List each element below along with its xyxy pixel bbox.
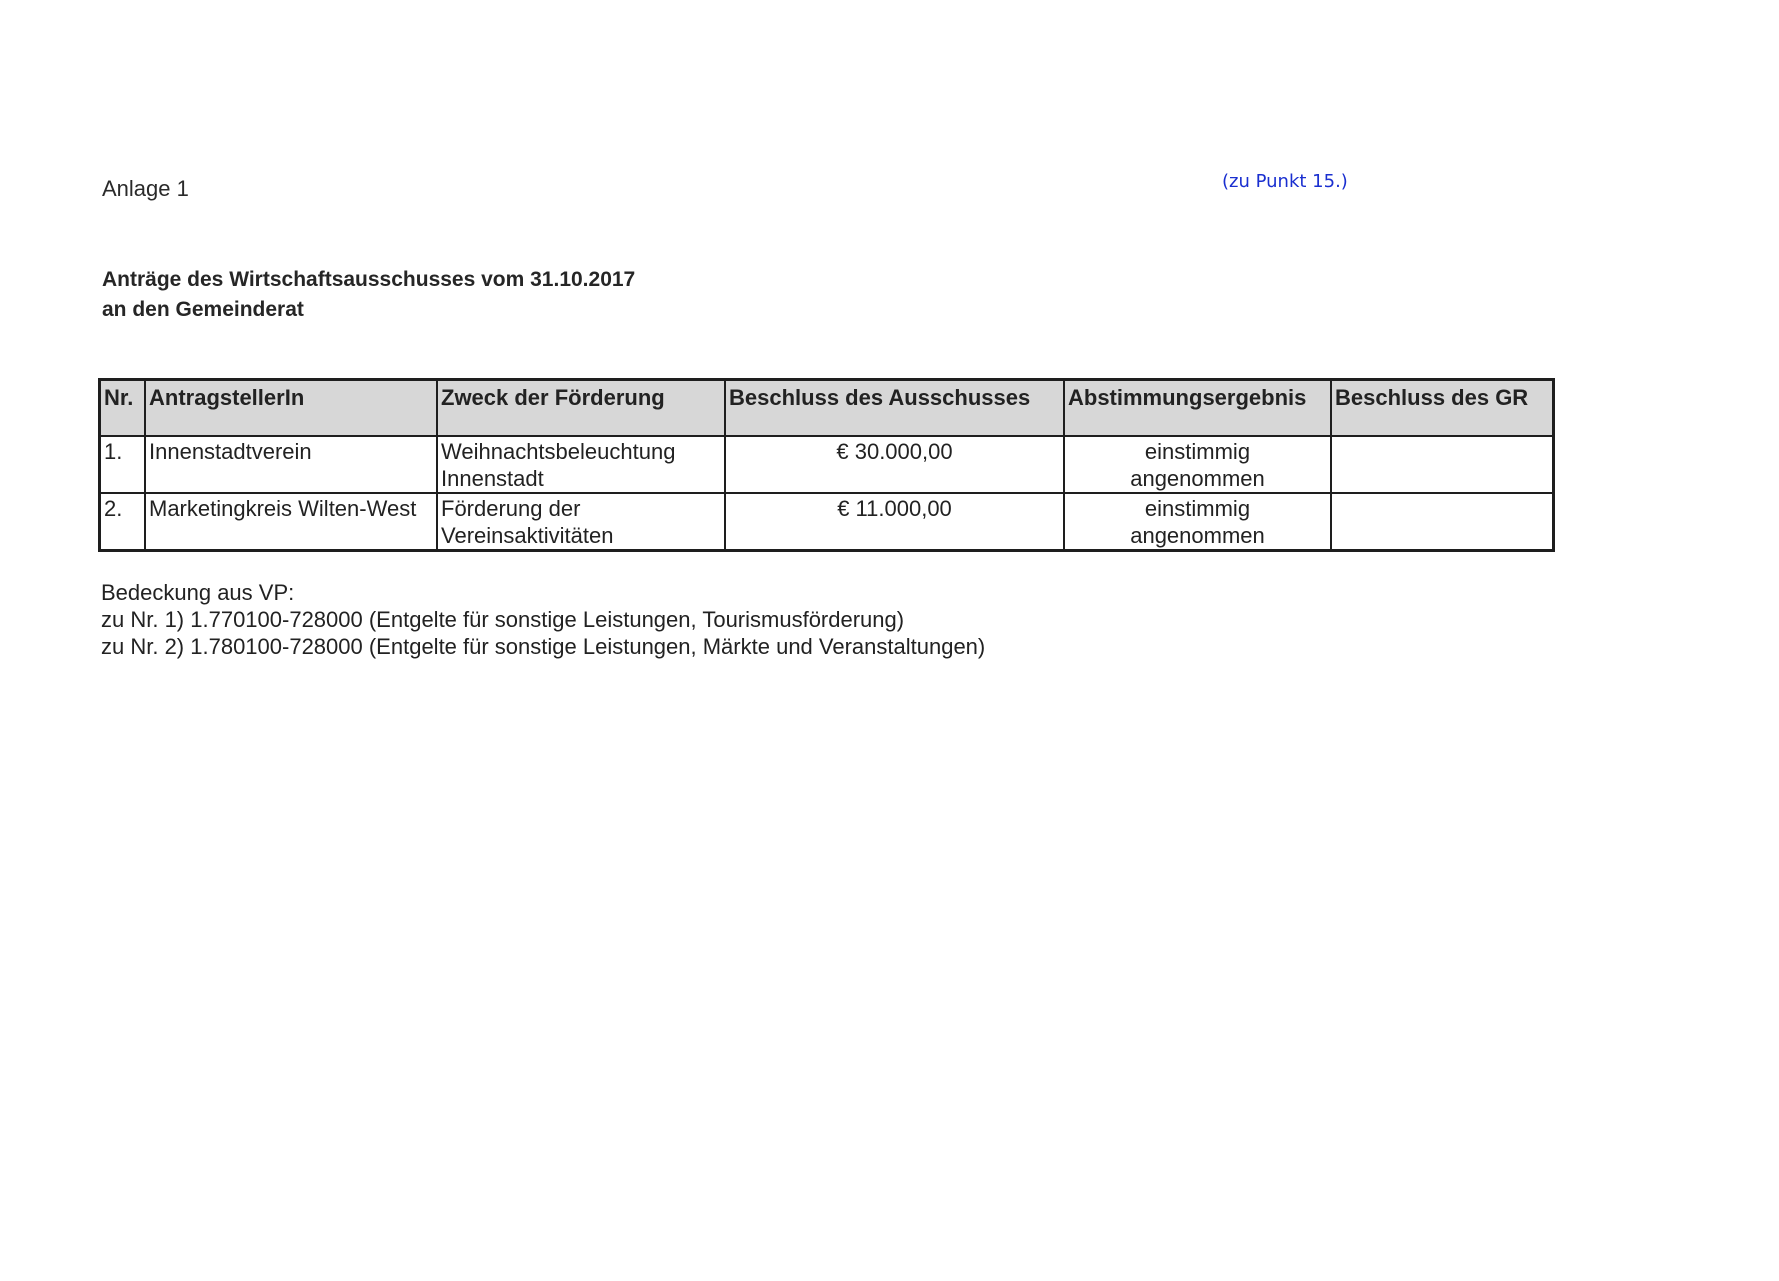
cell-antragsteller: Innenstadtverein bbox=[145, 436, 437, 493]
column-header-abstimmungsergebnis: Abstimmungsergebnis bbox=[1064, 380, 1331, 437]
cell-abstimmung bbox=[1064, 436, 1331, 493]
title-line-2: an den Gemeinderat bbox=[102, 298, 304, 321]
column-header-nr: Nr. bbox=[100, 380, 146, 437]
cell-abstimmung-line-2: angenommen bbox=[1130, 466, 1265, 491]
agenda-reference: (zu Punkt 15.) bbox=[1222, 171, 1348, 192]
cell-antragsteller: Marketingkreis Wilten-West bbox=[145, 493, 437, 551]
cell-abstimmung-line-1: einstimmig bbox=[1144, 439, 1251, 464]
cell-nr: 2. bbox=[100, 493, 146, 551]
table-header-row bbox=[100, 380, 1554, 437]
column-header-antragsteller: AntragstellerIn bbox=[145, 380, 437, 437]
column-header-zweck: Zweck der Förderung bbox=[437, 380, 725, 437]
cell-zweck bbox=[437, 493, 725, 551]
table-row bbox=[100, 493, 1554, 551]
cell-beschluss: € 11.000,00 bbox=[725, 493, 1064, 551]
cell-abstimmung bbox=[1064, 493, 1331, 551]
cell-beschluss: € 30.000,00 bbox=[725, 436, 1064, 493]
coverage-note bbox=[101, 579, 985, 660]
coverage-line-2: zu Nr. 2) 1.780100-728000 (Entgelte für sonstige Leistungen, Märkte und Veranstaltungen) bbox=[101, 634, 986, 659]
cell-zweck-line-1: Förderung der bbox=[441, 496, 581, 521]
cell-abstimmung-line-1: einstimmig bbox=[1144, 496, 1251, 521]
coverage-line-1: zu Nr. 1) 1.770100-728000 (Entgelte für sonstige Leistungen, Tourismusförderung) bbox=[101, 607, 905, 632]
table-row bbox=[100, 436, 1554, 493]
cell-zweck-line-2: Innenstadt bbox=[441, 466, 544, 491]
cell-beschluss-gr bbox=[1331, 493, 1554, 551]
title-line-1: Anträge des Wirtschaftsausschusses vom 31.10.2017 bbox=[102, 268, 636, 291]
column-header-beschluss-gr: Beschluss des GR bbox=[1331, 380, 1554, 437]
cell-nr: 1. bbox=[100, 436, 146, 493]
attachment-label: Anlage 1 bbox=[102, 176, 189, 201]
cell-zweck bbox=[437, 436, 725, 493]
applications-table bbox=[98, 378, 1555, 552]
column-header-beschluss-ausschuss: Beschluss des Ausschusses bbox=[725, 380, 1064, 437]
document-title bbox=[102, 265, 635, 325]
cell-beschluss-gr bbox=[1331, 436, 1554, 493]
cell-zweck-line-2: Vereinsaktivitäten bbox=[441, 523, 614, 548]
cell-zweck-line-1: Weihnachtsbeleuchtung bbox=[441, 439, 676, 464]
cell-abstimmung-line-2: angenommen bbox=[1130, 523, 1265, 548]
coverage-title: Bedeckung aus VP: bbox=[101, 580, 295, 605]
